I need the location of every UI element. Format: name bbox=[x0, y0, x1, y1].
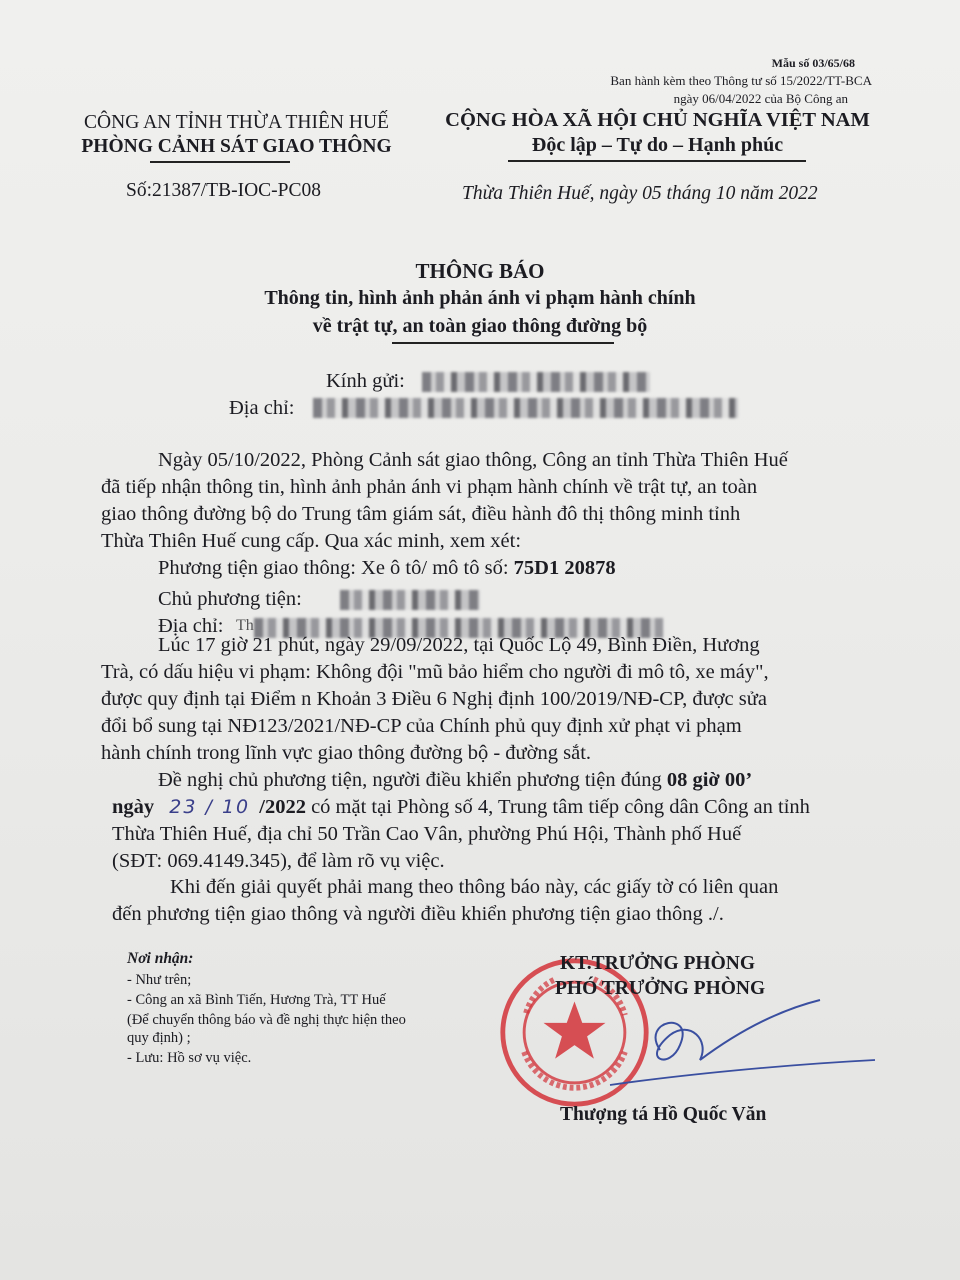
recipient-item: (Để chuyển thông báo và đề nghị thực hiện theo bbox=[127, 1012, 406, 1028]
body-p3-rest: có mặt tại Phòng số 4, Trung tâm tiếp công dân Công an tỉnh bbox=[305, 796, 810, 818]
form-issued: Ban hành kèm theo Thông tư số 15/2022/TT-BCA bbox=[610, 73, 872, 88]
nation-title: CỘNG HÒA XÃ HỘI CHỦ NGHĨA VIỆT NAM bbox=[445, 109, 870, 131]
recipient-item: quy định) ; bbox=[127, 1030, 191, 1046]
appointment-year: /2022 bbox=[259, 796, 306, 818]
owner-address-label: Địa chỉ: bbox=[158, 615, 224, 637]
signer-name: Thượng tá Hồ Quốc Văn bbox=[560, 1104, 767, 1125]
recipient-item: - Lưu: Hồ sơ vụ việc. bbox=[127, 1050, 252, 1066]
vehicle-line bbox=[158, 555, 616, 582]
nation-motto: Độc lập – Tự do – Hạnh phúc bbox=[531, 134, 784, 156]
title-underline bbox=[392, 342, 614, 344]
handwritten-signature bbox=[600, 990, 890, 1100]
document-subtitle-line1: Thông tin, hình ảnh phản ánh vi phạm hành chính bbox=[264, 287, 696, 309]
body-p3-line4: (SĐT: 069.4149.345), để làm rõ vụ việc. bbox=[112, 850, 445, 872]
appointment-day-label: ngày bbox=[112, 796, 155, 818]
signature-title-1: KT.TRƯỞNG PHÒNG bbox=[560, 953, 755, 974]
document-subtitle-line2: về trật tự, an toàn giao thông đường bộ bbox=[312, 315, 648, 337]
document-number: Số:21387/TB-IOC-PC08 bbox=[126, 180, 322, 201]
body-p3-line3: Thừa Thiên Huế, địa chỉ 50 Trần Cao Vân, phường Phú Hội, Thành phố Huế bbox=[112, 823, 742, 845]
agency-parent: CÔNG AN TỈNH THỪA THIÊN HUẾ bbox=[84, 112, 389, 133]
redacted-owner bbox=[340, 590, 480, 610]
appointment-time: 08 giờ 00’ bbox=[666, 769, 753, 791]
agency-name: PHÒNG CẢNH SÁT GIAO THÔNG bbox=[81, 136, 392, 157]
to-label: Kính gửi: bbox=[326, 370, 405, 392]
body-p3-line1 bbox=[158, 767, 752, 794]
body-p4-line1: Khi đến giải quyết phải mang theo thông báo này, các giấy tờ có liên quan bbox=[170, 876, 779, 898]
body-p2-line1: Lúc 17 giờ 21 phút, ngày 29/09/2022, tại Quốc Lộ 49, Bình Điền, Hương bbox=[158, 634, 760, 656]
form-code: Mẫu số 03/65/68 bbox=[771, 56, 855, 70]
body-p2-line2: Trà, có dấu hiệu vi phạm: Không đội "mũ bảo hiểm cho người đi mô tô, xe máy", bbox=[101, 661, 769, 683]
body-p1-line3: giao thông đường bộ do Trung tâm giám sát, điều hành đô thị thông minh tỉnh bbox=[101, 503, 741, 525]
motto-underline bbox=[508, 160, 806, 162]
recipient-item: - Như trên; bbox=[127, 972, 192, 988]
body-p3-line2 bbox=[112, 794, 810, 821]
body-p1-line2: đã tiếp nhận thông tin, hình ảnh phản ánh vi phạm hành chính về trật tự, an toàn bbox=[101, 476, 758, 498]
recipient-item: - Công an xã Bình Tiến, Hương Trà, TT Huế bbox=[127, 992, 386, 1008]
body-p1-line1: Ngày 05/10/2022, Phòng Cảnh sát giao thông, Công an tỉnh Thừa Thiên Huế bbox=[158, 449, 788, 471]
handwritten-date: 23 / 10 bbox=[169, 796, 251, 818]
vehicle-label: Phương tiện giao thông: Xe ô tô/ mô tô số: bbox=[158, 557, 509, 579]
owner-address-partial: Th bbox=[236, 617, 254, 634]
place-date: Thừa Thiên Huế, ngày 05 tháng 10 năm 2022 bbox=[462, 183, 818, 204]
redacted-recipient bbox=[422, 372, 650, 392]
body-p2-line5: hành chính trong lĩnh vực giao thông đường bộ - đường sắt. bbox=[101, 742, 592, 764]
redacted-address bbox=[313, 398, 738, 418]
body-p4-line2: đến phương tiện giao thông và người điều khiển phương tiện giao thông ./. bbox=[112, 903, 724, 925]
agency-underline bbox=[150, 161, 290, 163]
body-p2-line3: được quy định tại Điểm n Khoản 3 Điều 6 Nghị định 100/2019/NĐ-CP, được sửa bbox=[101, 688, 767, 710]
body-p1-line4: Thừa Thiên Huế cung cấp. Qua xác minh, xem xét: bbox=[101, 530, 522, 552]
signature-title-2: PHÓ TRƯỞNG PHÒNG bbox=[555, 978, 766, 999]
body-p2-line4: đổi bổ sung tại NĐ123/2021/NĐ-CP của Chính phủ quy định xử phạt vi phạm bbox=[101, 715, 742, 737]
owner-label: Chủ phương tiện: bbox=[158, 588, 302, 610]
document-title: THÔNG BÁO bbox=[415, 259, 545, 283]
body-p3-start: Đề nghị chủ phương tiện, người điều khiển phương tiện đúng bbox=[158, 769, 662, 791]
recipients-label: Nơi nhận: bbox=[127, 950, 194, 967]
vehicle-plate: 75D1 20878 bbox=[513, 557, 616, 579]
address-label: Địa chỉ: bbox=[229, 397, 295, 419]
form-date: ngày 06/04/2022 của Bộ Công an bbox=[673, 91, 848, 106]
